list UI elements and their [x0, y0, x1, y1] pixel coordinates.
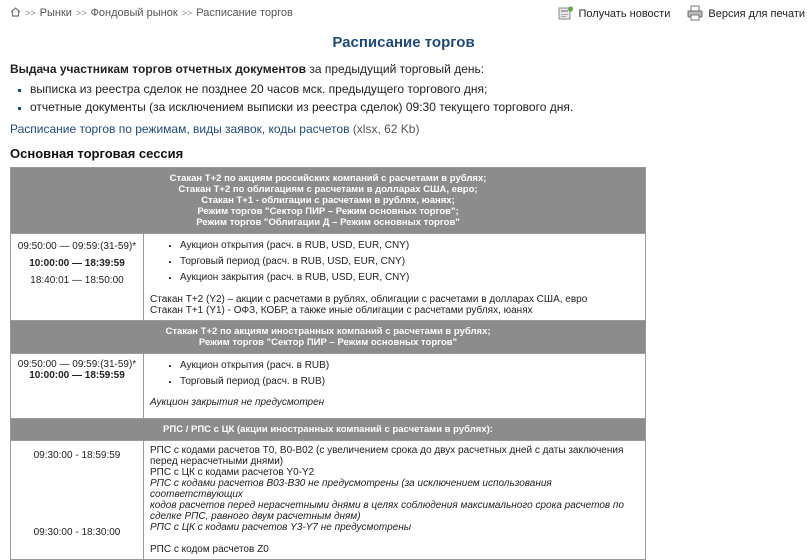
session-item: ▪ Аукцион закрытия (расч. в RUB, USD, EUR, CNY) — [180, 270, 639, 286]
session-item: ▪ Торговый период (расч. в RUB) — [180, 374, 639, 390]
time-range: 09:30:00 - 18:59:59 — [33, 450, 121, 461]
header-line: Режим торгов "Сектор ПИР – Режим основных торгов" — [198, 337, 458, 348]
reports-intro — [10, 62, 573, 118]
note-line: Стакан Т+1 (Y1) - ОФЗ, КОБР, а также иные облигации с расчетами рублях, юанях — [150, 305, 533, 316]
block1-header-row — [11, 168, 646, 234]
print-label: Версия для печати — [708, 8, 805, 20]
intro-item: ▪ выписка из реестра сделок не позднее 20 часов мск. предыдущего торгового дня; — [30, 82, 573, 97]
time-range: 09:50:00 — 09:59:(31-59)* — [17, 359, 137, 370]
header-line: Стакан Т+2 по облигациям с расчетами в долларах США, евро; — [178, 184, 478, 195]
news-icon — [558, 5, 574, 21]
block2-header-row — [11, 321, 646, 354]
intro-lead-rest: за предыдущий торговый день: — [306, 62, 485, 76]
rps-line: РПС с кодами расчетов Т0, В0-В02 (с увеличением срока до двух расчетных дней с даты заключения — [150, 445, 624, 456]
section-title: Основная торговая сессия — [10, 146, 184, 161]
file-meta: (xlsx, 62 Kb) — [349, 122, 420, 136]
schedule-table — [10, 167, 646, 560]
schedule-file — [10, 122, 419, 136]
breadcrumb — [10, 7, 293, 19]
breadcrumb-separator: >> — [181, 8, 193, 18]
time-range: 09:50:00 — 09:59:(31-59)* — [17, 241, 137, 252]
rps-italic-line: сделке РПС, равного двум расчетным дням) — [150, 511, 361, 522]
session-list — [150, 358, 639, 390]
printer-icon — [687, 5, 703, 21]
block1-header — [11, 168, 646, 234]
news-label: Получать новости — [578, 8, 671, 20]
block2-note: Аукцион закрытия не предусмотрен — [150, 397, 325, 408]
session-item: ▪ Аукцион открытия (расч. в RUB) — [180, 358, 639, 374]
breadcrumb-separator: >> — [75, 8, 87, 18]
subscribe-news-button[interactable] — [558, 5, 671, 21]
header-line: Стакан Т+1 - облигации с расчетами в рублях, юанях; — [201, 195, 455, 206]
breadcrumb-stock-market[interactable]: Фондовый рынок — [90, 7, 178, 19]
block2-times — [11, 354, 144, 419]
block3-row — [11, 441, 646, 560]
page-title: Расписание торгов — [332, 34, 475, 51]
session-item: ▪ Торговый период (расч. в RUB, USD, EUR, CNY) — [180, 254, 639, 270]
session-item: ▪ Аукцион открытия (расч. в RUB, USD, EUR, CNY) — [180, 238, 639, 254]
session-list — [150, 238, 639, 286]
header-line: Стакан Т+2 по акциям иностранных компаний с расчетами в рублях; — [165, 326, 491, 337]
block3-times — [11, 441, 144, 560]
intro-lead-bold: Выдача участникам торгов отчетных документов — [10, 62, 306, 76]
rps-line: РПС с кодом расчетов Z0 — [150, 544, 269, 555]
page-tools — [544, 5, 806, 21]
intro-item: ▪ отчетные документы (за исключением выписки из реестра сделок) 09:30 текущего торгового дня. — [30, 100, 573, 115]
rps-line: перед нерасчетными днями) — [150, 456, 284, 467]
schedule-file-link[interactable]: Расписание торгов по режимам, виды заявок, коды расчетов — [10, 122, 350, 136]
breadcrumb-separator: >> — [25, 8, 36, 18]
rps-italic-line: РПС с ЦК с кодами расчетов Y3-Y7 не предусмотрены — [150, 522, 412, 533]
top-bar — [0, 0, 807, 28]
rps-italic-line: кодов расчетов перед нерасчетными днями в целях соблюдения максимального срока расчетов по — [150, 500, 624, 511]
time-range: 10:00:00 — 18:59:59 — [29, 370, 125, 381]
time-range: 10:00:00 — 18:39:59 — [29, 258, 125, 269]
intro-list — [10, 82, 573, 115]
block1-note — [150, 294, 639, 316]
header-line: Режим торгов "Сектор ПИР – Режим основных торгов"; — [197, 206, 459, 217]
block1-row — [11, 234, 646, 321]
time-range: 09:30:00 - 18:30:00 — [33, 527, 121, 538]
block3-desc — [144, 441, 646, 560]
breadcrumb-current: Расписание торгов — [196, 7, 293, 19]
note-line: Стакан Т+2 (Y2) – акции с расчетами в рублях, облигации с расчетами в долларах США, евро — [150, 294, 588, 305]
rps-italic-line: РПС с кодами расчетов В03-В30 не предусмотрены (за исключением использования соответствующих — [150, 478, 552, 500]
intro-lead — [10, 62, 573, 76]
rps-line: РПС с ЦК с кодами расчетов Y0-Y2 — [150, 467, 315, 478]
block2-row — [11, 354, 646, 419]
header-line: Режим торгов "Облигации Д – Режим основных торгов" — [196, 217, 460, 228]
block3-header: РПС / РПС с ЦК (акции иностранных компаний с расчетами в рублях): — [11, 419, 646, 441]
block2-header — [11, 321, 646, 354]
block3-header-row — [11, 419, 646, 441]
home-icon[interactable] — [10, 7, 21, 17]
block1-desc — [144, 234, 646, 321]
header-line: Стакан Т+2 по акциям российских компаний с расчетами в рублях; — [169, 173, 487, 184]
time-range: 18:40:01 — 18:50:00 — [30, 275, 124, 286]
block1-times — [11, 234, 144, 321]
print-version-button[interactable] — [687, 5, 805, 21]
block2-desc — [144, 354, 646, 419]
breadcrumb-markets[interactable]: Рынки — [39, 7, 72, 19]
